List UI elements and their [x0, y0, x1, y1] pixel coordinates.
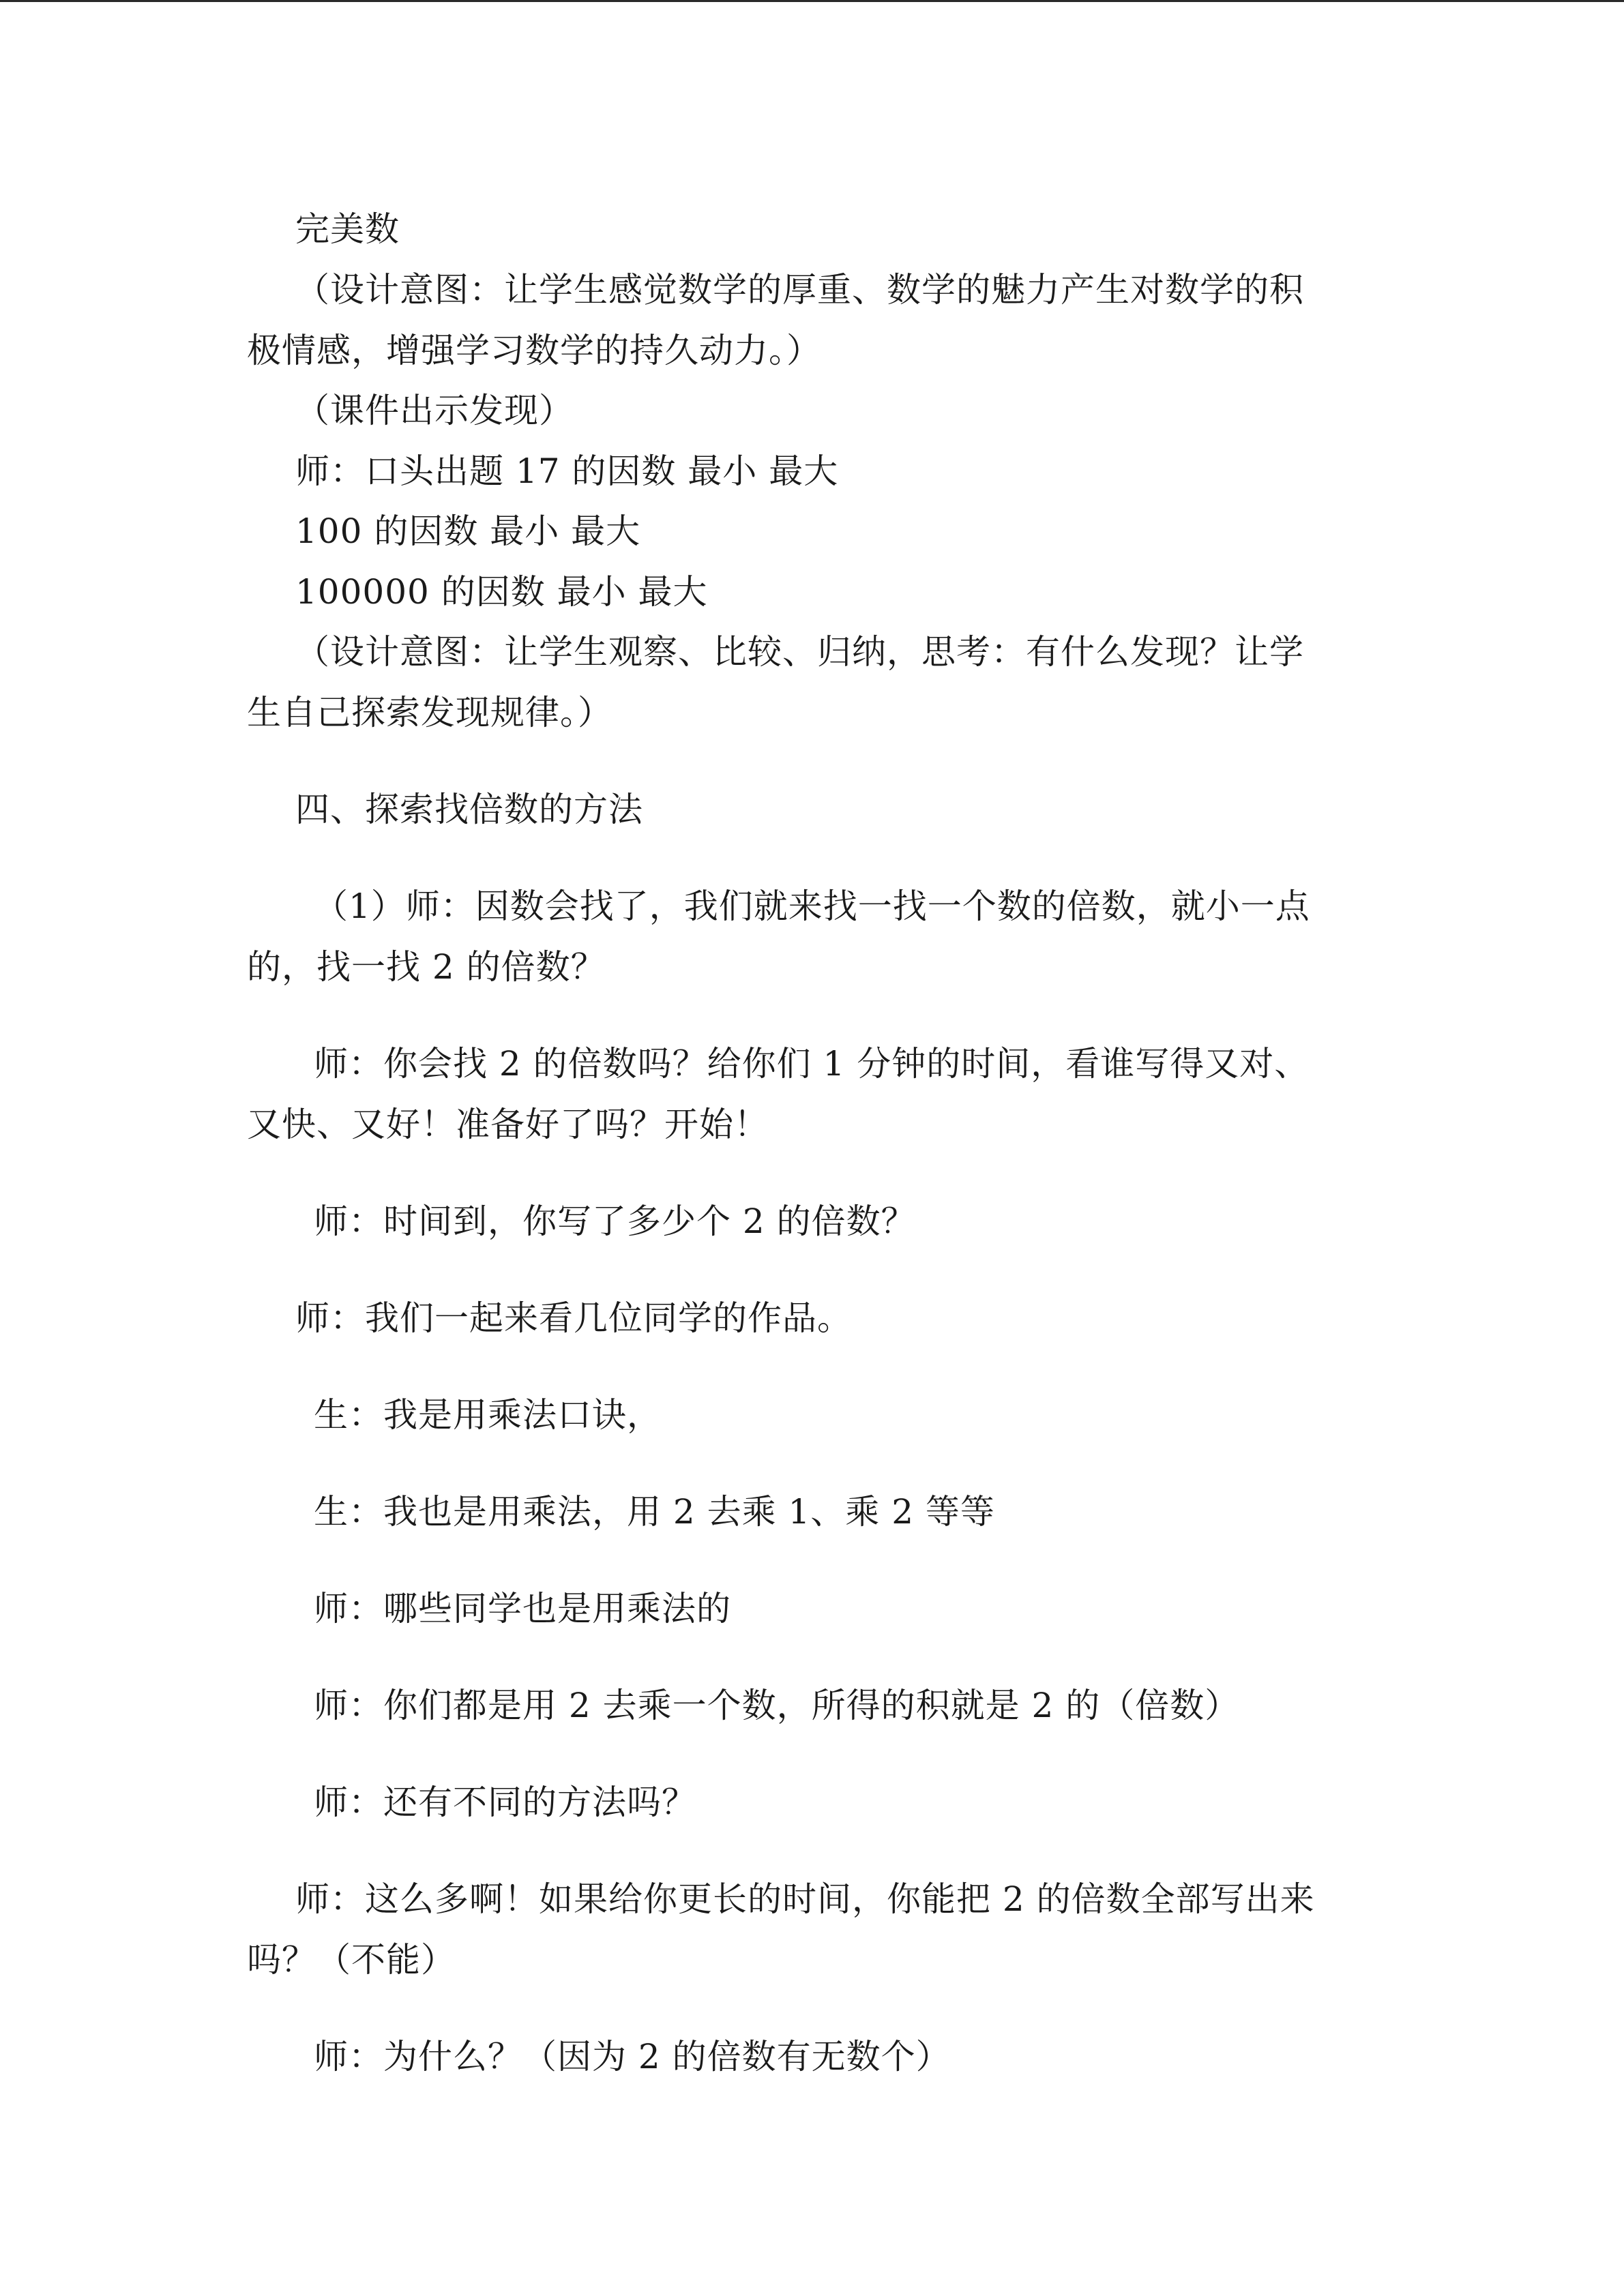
text-line-design-intent-1a: （设计意图：让学生感觉数学的厚重、数学的魅力产生对数学的积	[295, 270, 1304, 310]
text-line-other-methods: 师：还有不同的方法吗？	[314, 1783, 696, 1822]
text-line-student-1: 生：我是用乘法口诀，	[314, 1395, 662, 1435]
text-line-courseware: （课件出示发现）	[295, 391, 574, 430]
text-line-look-works: 师：我们一起来看几位同学的作品。	[295, 1298, 852, 1338]
text-line-why: 师：为什么？（因为 2 的倍数有无数个）	[314, 2037, 951, 2076]
text-line-item-1b: 的，找一找 2 的倍数？	[247, 947, 606, 987]
text-line-so-many-b: 吗？（不能）	[247, 1940, 456, 1980]
text-line-find-multiples-b: 又快、又好！准备好了吗？开始！	[247, 1105, 769, 1144]
text-line-find-multiples-a: 师：你会找 2 的倍数吗？给你们 1 分钟的时间，看谁写得又对、	[314, 1044, 1310, 1084]
text-line-design-intent-1b: 极情感，增强学习数学的持久动力。）	[247, 331, 821, 370]
text-line-factors-17: 师：口头出题 17 的因数 最小 最大	[295, 451, 839, 491]
page-top-border	[0, 0, 1624, 2]
text-line-factors-100000: 100000 的因数 最小 最大	[295, 572, 708, 612]
text-line-perfect-number: 完美数	[295, 209, 400, 249]
text-line-design-intent-2a: （设计意图：让学生观察、比较、归纳，思考：有什么发现？让学	[295, 632, 1304, 672]
text-line-factors-100: 100 的因数 最小 最大	[295, 511, 641, 551]
text-line-product-multiples: 师：你们都是用 2 去乘一个数，所得的积就是 2 的（倍数）	[314, 1686, 1240, 1725]
text-line-which-students: 师：哪些同学也是用乘法的	[314, 1589, 731, 1628]
text-line-student-2: 生：我也是用乘法，用 2 去乘 1、乘 2 等等	[314, 1492, 995, 1532]
text-line-item-1a: （1）师：因数会找了，我们就来找一找一个数的倍数，就小一点	[314, 886, 1310, 926]
text-line-so-many-a: 师：这么多啊！如果给你更长的时间，你能把 2 的倍数全部写出来	[295, 1879, 1315, 1919]
text-line-time-up: 师：时间到，你写了多少个 2 的倍数？	[314, 1202, 916, 1241]
section-heading-multiples: 四、探索找倍数的方法	[295, 790, 643, 829]
text-line-design-intent-2b: 生自己探索发现规律。）	[247, 693, 612, 732]
